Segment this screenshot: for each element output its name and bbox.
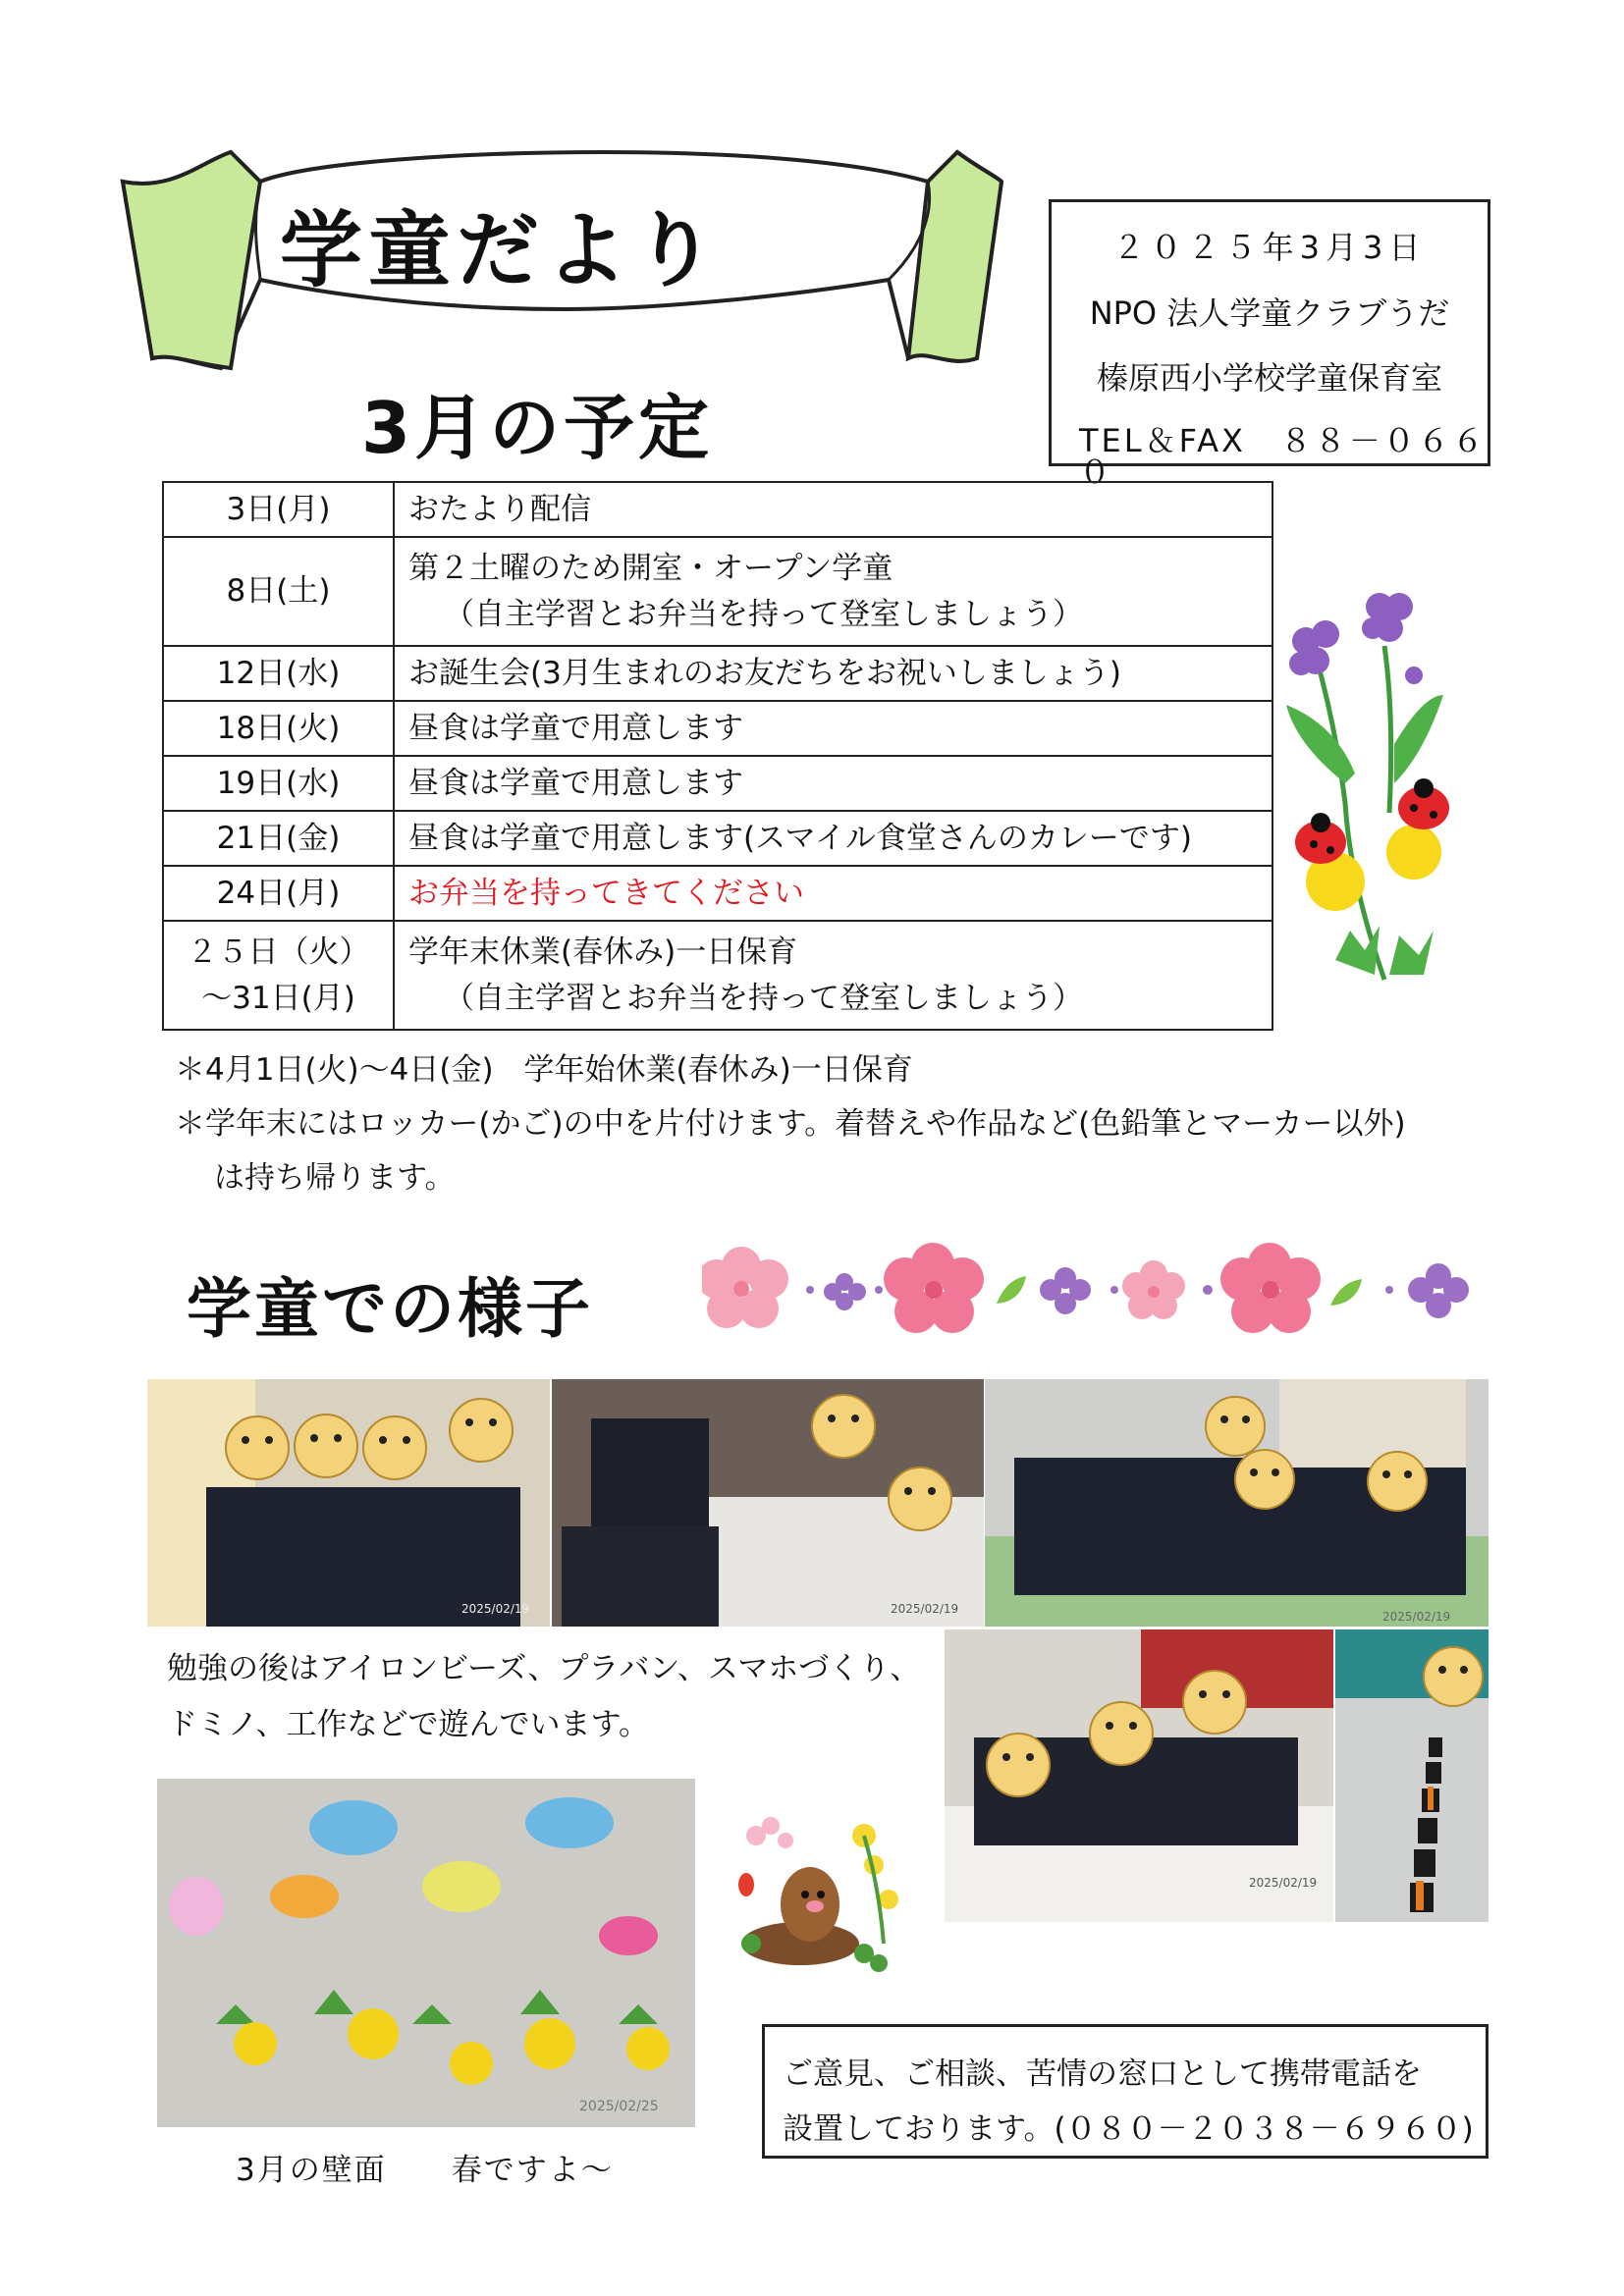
caption-line: 勉強の後はアイロンビーズ、プラバン、スマホづくり、 <box>167 1651 921 1686</box>
photo-spring-wall-display <box>157 1779 695 2127</box>
photo-children-crafting <box>552 1379 984 1627</box>
caption-line: ドミノ、工作などで遊んでいます。 <box>167 1707 650 1742</box>
date-cell <box>163 921 394 1030</box>
newsletter-title: 学童だより <box>280 202 723 298</box>
table-row <box>163 921 1272 1030</box>
photo-date-stamp: 2025/02/19 <box>1249 1876 1318 1890</box>
organization-name: NPO 法人学童クラブうだ <box>1089 294 1450 332</box>
event-text: 学年末休業(春休み)一日保育 <box>408 934 798 970</box>
notes-block <box>175 1043 1406 1205</box>
date-cell: 19日(水) <box>163 756 394 811</box>
note-item: ＊学年末にはロッカー(かご)の中を片付けます。着替えや作品など(色鉛筆とマーカー以外) <box>175 1106 1406 1142</box>
note-item: ＊4月1日(火)～4日(金) 学年始休業(春休み)一日保育 <box>175 1052 913 1088</box>
date-cell: 12日(水) <box>163 646 394 701</box>
event-cell: 昼食は学童で用意します <box>394 756 1272 811</box>
facility-name: 榛原西小学校学童保育室 <box>1096 359 1442 397</box>
date-cell: 21日(金) <box>163 811 394 866</box>
photo-date-stamp: 2025/02/25 <box>579 2099 659 2114</box>
issue-date: ２０２５年3月3日 <box>1112 229 1427 266</box>
table-row <box>163 537 1272 646</box>
photo-date-stamp: 2025/02/19 <box>461 1602 530 1616</box>
event-text: 第２土曜のため開室・オープン学童 <box>408 551 893 586</box>
flower-decoration <box>702 1235 1488 1333</box>
event-cell-highlight: お弁当を持ってきてください <box>394 866 1272 921</box>
table-row <box>163 701 1272 756</box>
schedule-heading: 3月の予定 <box>361 387 714 469</box>
table-row <box>163 866 1272 921</box>
event-cell <box>394 537 1272 646</box>
photo-domino-row <box>1335 1629 1489 1922</box>
schedule-table <box>162 481 1273 1031</box>
photo-children-studying <box>945 1629 1333 1922</box>
event-cell: お誕生会(3月生まれのお友だちをお祝いしましょう) <box>394 646 1272 701</box>
table-row <box>163 811 1272 866</box>
table-row <box>163 756 1272 811</box>
mole-spring-illustration <box>717 1806 913 1988</box>
info-box <box>1049 199 1490 491</box>
note-item-continued: は持ち帰ります。 <box>214 1160 456 1196</box>
date-cell: 8日(土) <box>163 537 394 646</box>
date-cell: 18日(火) <box>163 701 394 756</box>
photo-date-stamp: 2025/02/19 <box>891 1602 959 1616</box>
contact-line: ご意見、ご相談、苦情の窓口として携帯電話を <box>783 2056 1422 2092</box>
date-end: ～31日(月) <box>201 980 355 1016</box>
phone-number: TEL＆FAX ８８－０６６０ <box>1079 422 1487 491</box>
date-start: ２５日（火） <box>187 934 370 970</box>
section-heading: 学童での様子 <box>187 1271 593 1347</box>
contact-line: 設置しております。(０８０－２０３８－６９６０) <box>783 2111 1474 2147</box>
event-cell: おたより配信 <box>394 482 1272 537</box>
date-cell: 3日(月) <box>163 482 394 537</box>
event-note: （自主学習とお弁当を持って登室しましょう） <box>444 980 1083 1016</box>
activities-caption <box>167 1641 920 1753</box>
event-cell <box>394 921 1272 1030</box>
event-cell: 昼食は学童で用意します <box>394 701 1272 756</box>
event-note: （自主学習とお弁当を持って登室しましょう） <box>444 596 1083 632</box>
contact-box <box>762 2024 1489 2159</box>
photo-date-stamp: 2025/02/19 <box>1382 1610 1451 1624</box>
event-cell: 昼食は学童で用意します(スマイル食堂さんのカレーです) <box>394 811 1272 866</box>
photo-children-group <box>147 1379 550 1627</box>
table-row <box>163 646 1272 701</box>
date-cell: 24日(月) <box>163 866 394 921</box>
wall-display-caption: 3月の壁面 春ですよ～ <box>236 2153 614 2188</box>
table-row <box>163 482 1272 537</box>
photo-children-posing <box>985 1379 1489 1627</box>
violet-ladybug-illustration <box>1276 587 1453 989</box>
